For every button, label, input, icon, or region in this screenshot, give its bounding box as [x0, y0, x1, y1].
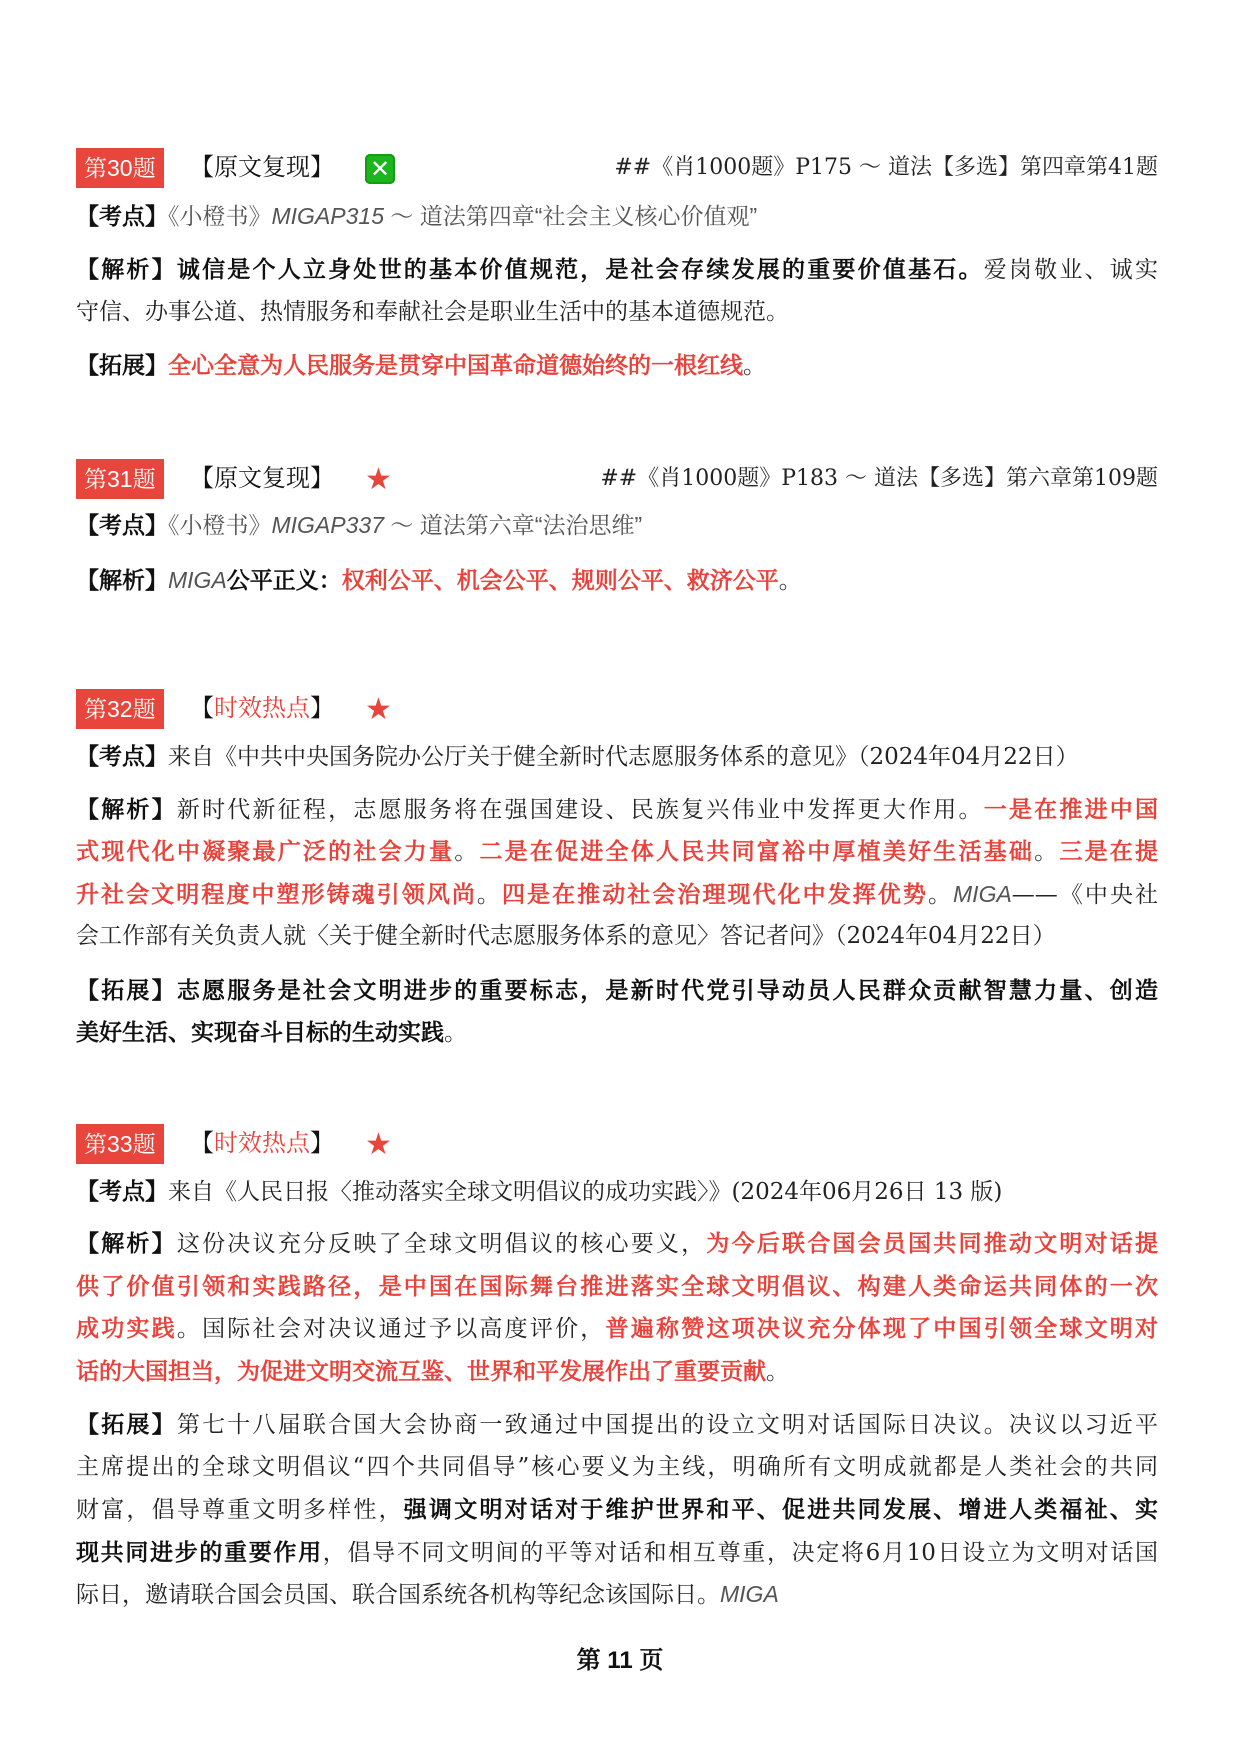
body-text: 。	[476, 882, 502, 908]
body-text: MIGAP337	[271, 512, 384, 538]
question-source: ##《肖1000题》P175 ～ 道法【多选】第四章第41题	[614, 155, 1158, 180]
body-text: MIGAP315	[271, 203, 384, 229]
section-label: 【拓展】	[76, 1411, 177, 1437]
section-label: 【解析】	[76, 256, 177, 282]
jiexi-paragraph-line	[76, 789, 1158, 830]
x-mark-icon: ✕	[365, 154, 395, 184]
body-text: 。	[1034, 839, 1060, 865]
tag-bracket-open: 【	[190, 465, 214, 492]
highlight-text: 话的大国担当，为促进文明交流互鉴、世界和平发展作出了重要贡献	[76, 1358, 766, 1384]
jiexi-paragraph-line	[76, 1351, 1158, 1392]
tag-bracket-close: 】	[310, 154, 334, 181]
section-label: 【解析】	[76, 567, 168, 593]
kaodian-paragraph-line	[76, 1171, 1158, 1212]
body-text: 爱岗敬业、诚实	[983, 257, 1159, 283]
body-text: 《小橙书》	[168, 203, 272, 229]
question-number-badge: 第30题	[76, 148, 164, 188]
section-label: 【考点】	[76, 1178, 168, 1204]
bold-text: 强调文明对话对于维护世界和平、促进共同发展、增进人类福祉、实	[403, 1496, 1159, 1522]
tag-bracket-close: 】	[310, 465, 334, 492]
question-tag	[190, 459, 334, 499]
question-header	[76, 689, 1158, 731]
question-header	[76, 1124, 1158, 1166]
body-text: ，倡导不同文明间的平等对话和相互尊重，决定将6月10日设立为文明对话国	[322, 1540, 1159, 1566]
body-text: 。	[778, 568, 802, 594]
section-label: 【拓展】	[76, 352, 168, 378]
body-text: 。国际社会对决议通过予以高度评价，	[176, 1316, 606, 1342]
highlight-text: 成功实践	[76, 1315, 177, 1341]
tag-bracket-open: 【	[190, 695, 214, 722]
highlight-text: 二是在促进全体人民共同富裕中厚植美好生活基础	[479, 838, 1035, 864]
highlight-text: 权利公平、机会公平、规则公平、救济公平	[341, 567, 779, 593]
jiexi-paragraph-line	[76, 1308, 1158, 1349]
tuozhan-paragraph-line	[76, 1574, 1158, 1615]
highlight-text: 为今后联合国会员国共同推动文明对话提	[706, 1230, 1159, 1256]
section-label: 【解析】	[76, 796, 177, 822]
jiexi-paragraph-line	[76, 916, 1158, 956]
body-text: MIGA	[720, 1581, 779, 1607]
bold-text: 公平正义：	[226, 567, 342, 593]
tag-text: 原文复现	[214, 154, 310, 181]
question-header	[76, 459, 1158, 501]
kaodian-paragraph-line	[76, 736, 1158, 777]
question-tag	[190, 1124, 334, 1164]
tag-bracket-open: 【	[190, 1130, 214, 1157]
body-text: 这份决议充分反映了全球文明倡议的核心要义，	[176, 1231, 707, 1257]
tuozhan-paragraph-line	[76, 1489, 1158, 1530]
highlight-text: 升社会文明程度中塑形铸魂引领风尚	[76, 881, 477, 907]
body-text: 会工作部有关负责人就〈关于健全新时代志愿服务体系的意见〉答记者问》（2024年04月22日）	[76, 923, 1056, 949]
body-text: 。	[444, 1020, 467, 1046]
section-label: 【考点】	[76, 512, 168, 538]
highlight-text: 一是在推进中国	[983, 796, 1159, 822]
body-text: ～ 道法第四章“社会主义核心价值观”	[384, 203, 758, 229]
body-text: MIGA	[953, 881, 1012, 907]
bold-text: 志愿服务是社会文明进步的重要标志，是新时代党引导动员人民群众贡献智慧力量、创造	[176, 977, 1159, 1003]
tuozhan-paragraph-line	[76, 970, 1158, 1011]
body-text: 《小橙书》	[168, 512, 272, 538]
highlight-text: 三是在提	[1059, 838, 1159, 864]
jiexi-paragraph-line	[76, 831, 1158, 872]
body-text: 。	[927, 882, 954, 908]
question-number-badge: 第33题	[76, 1124, 164, 1164]
kaodian-paragraph-line	[76, 196, 1158, 237]
body-text: ～ 道法第六章“法治思维”	[384, 512, 643, 538]
question-source: ##《肖1000题》P183 ～ 道法【多选】第六章第109题	[600, 466, 1158, 491]
body-text: 守信、办事公道、热情服务和奉献社会是职业生活中的基本道德规范。	[76, 299, 789, 325]
body-text: 主席提出的全球文明倡议“四个共同倡导”核心要义为主线，明确所有文明成就都是人类社会的共同	[76, 1454, 1158, 1480]
jiexi-paragraph-line	[76, 560, 1158, 601]
highlight-text: 全心全意为人民服务是贯穿中国革命道德始终的一根红线	[168, 352, 743, 378]
jiexi-paragraph-line	[76, 874, 1158, 915]
page-number: 第 11 页	[576, 1647, 664, 1674]
question-number-badge: 第31题	[76, 459, 164, 499]
section-label: 【考点】	[76, 203, 168, 229]
star-icon: ★	[365, 692, 392, 727]
tuozhan-paragraph-line	[76, 1532, 1158, 1573]
tuozhan-paragraph-line	[76, 1012, 1158, 1053]
jiexi-paragraph-line	[76, 1266, 1158, 1307]
kaodian-paragraph-line	[76, 505, 1158, 546]
jiexi-paragraph-line	[76, 292, 1158, 332]
highlight-text: 普遍称赞这项决议充分体现了中国引领全球文明对	[605, 1315, 1159, 1341]
section-label: 【解析】	[76, 1230, 177, 1256]
body-text: 。	[454, 839, 480, 865]
body-text: 。	[766, 1359, 789, 1385]
tuozhan-paragraph-line	[76, 1404, 1158, 1445]
question-header	[76, 148, 1158, 190]
body-text: MIGA	[168, 567, 227, 593]
jiexi-paragraph-line	[76, 249, 1158, 290]
highlight-text: 式现代化中凝聚最广泛的社会力量	[76, 838, 455, 864]
jiexi-paragraph-line	[76, 1223, 1158, 1264]
body-text: 第七十八届联合国大会协商一致通过中国提出的设立文明对话国际日决议。决议以习近平	[176, 1412, 1159, 1438]
section-label: 【考点】	[76, 743, 168, 769]
body-text: 。	[743, 353, 766, 379]
tag-text: 原文复现	[214, 465, 310, 492]
tag-bracket-close: 】	[310, 695, 334, 722]
body-text: 财富，倡导尊重文明多样性，	[76, 1497, 404, 1523]
question-tag	[190, 148, 334, 188]
bold-text: 美好生活、实现奋斗目标的生动实践	[76, 1019, 444, 1045]
bold-text: 现共同进步的重要作用	[76, 1539, 323, 1565]
section-label: 【拓展】	[76, 977, 177, 1003]
tag-bracket-open: 【	[190, 154, 214, 181]
star-icon: ★	[365, 462, 392, 497]
tag-bracket-close: 】	[310, 1130, 334, 1157]
body-text: ——《中央社	[1011, 882, 1159, 908]
highlight-text: 供了价值引领和实践路径，是中国在国际舞台推进落实全球文明倡议、构建人类命运共同体的一次	[76, 1273, 1158, 1299]
body-text: 来自《人民日报〈推动落实全球文明倡议的成功实践〉》(2024年06月26日 13 版)	[168, 1179, 1003, 1205]
star-icon: ★	[365, 1127, 392, 1162]
highlight-text: 四是在推动社会治理现代化中发挥优势	[501, 881, 928, 907]
tuozhan-paragraph-line	[76, 345, 1158, 386]
body-text: 来自《中共中央国务院办公厅关于健全新时代志愿服务体系的意见》（2024年04月22日）	[168, 744, 1079, 770]
body-text: 新时代新征程，志愿服务将在强国建设、民族复兴伟业中发挥更大作用。	[176, 797, 984, 823]
question-number-badge: 第32题	[76, 689, 164, 729]
tag-text: 时效热点	[214, 695, 310, 722]
tuozhan-paragraph-line	[76, 1447, 1158, 1487]
tag-text: 时效热点	[214, 1130, 310, 1157]
question-tag	[190, 689, 334, 729]
bold-text: 诚信是个人立身处世的基本价值规范，是社会存续发展的重要价值基石。	[176, 256, 984, 282]
body-text: 际日，邀请联合国会员国、联合国系统各机构等纪念该国际日。	[76, 1582, 720, 1608]
